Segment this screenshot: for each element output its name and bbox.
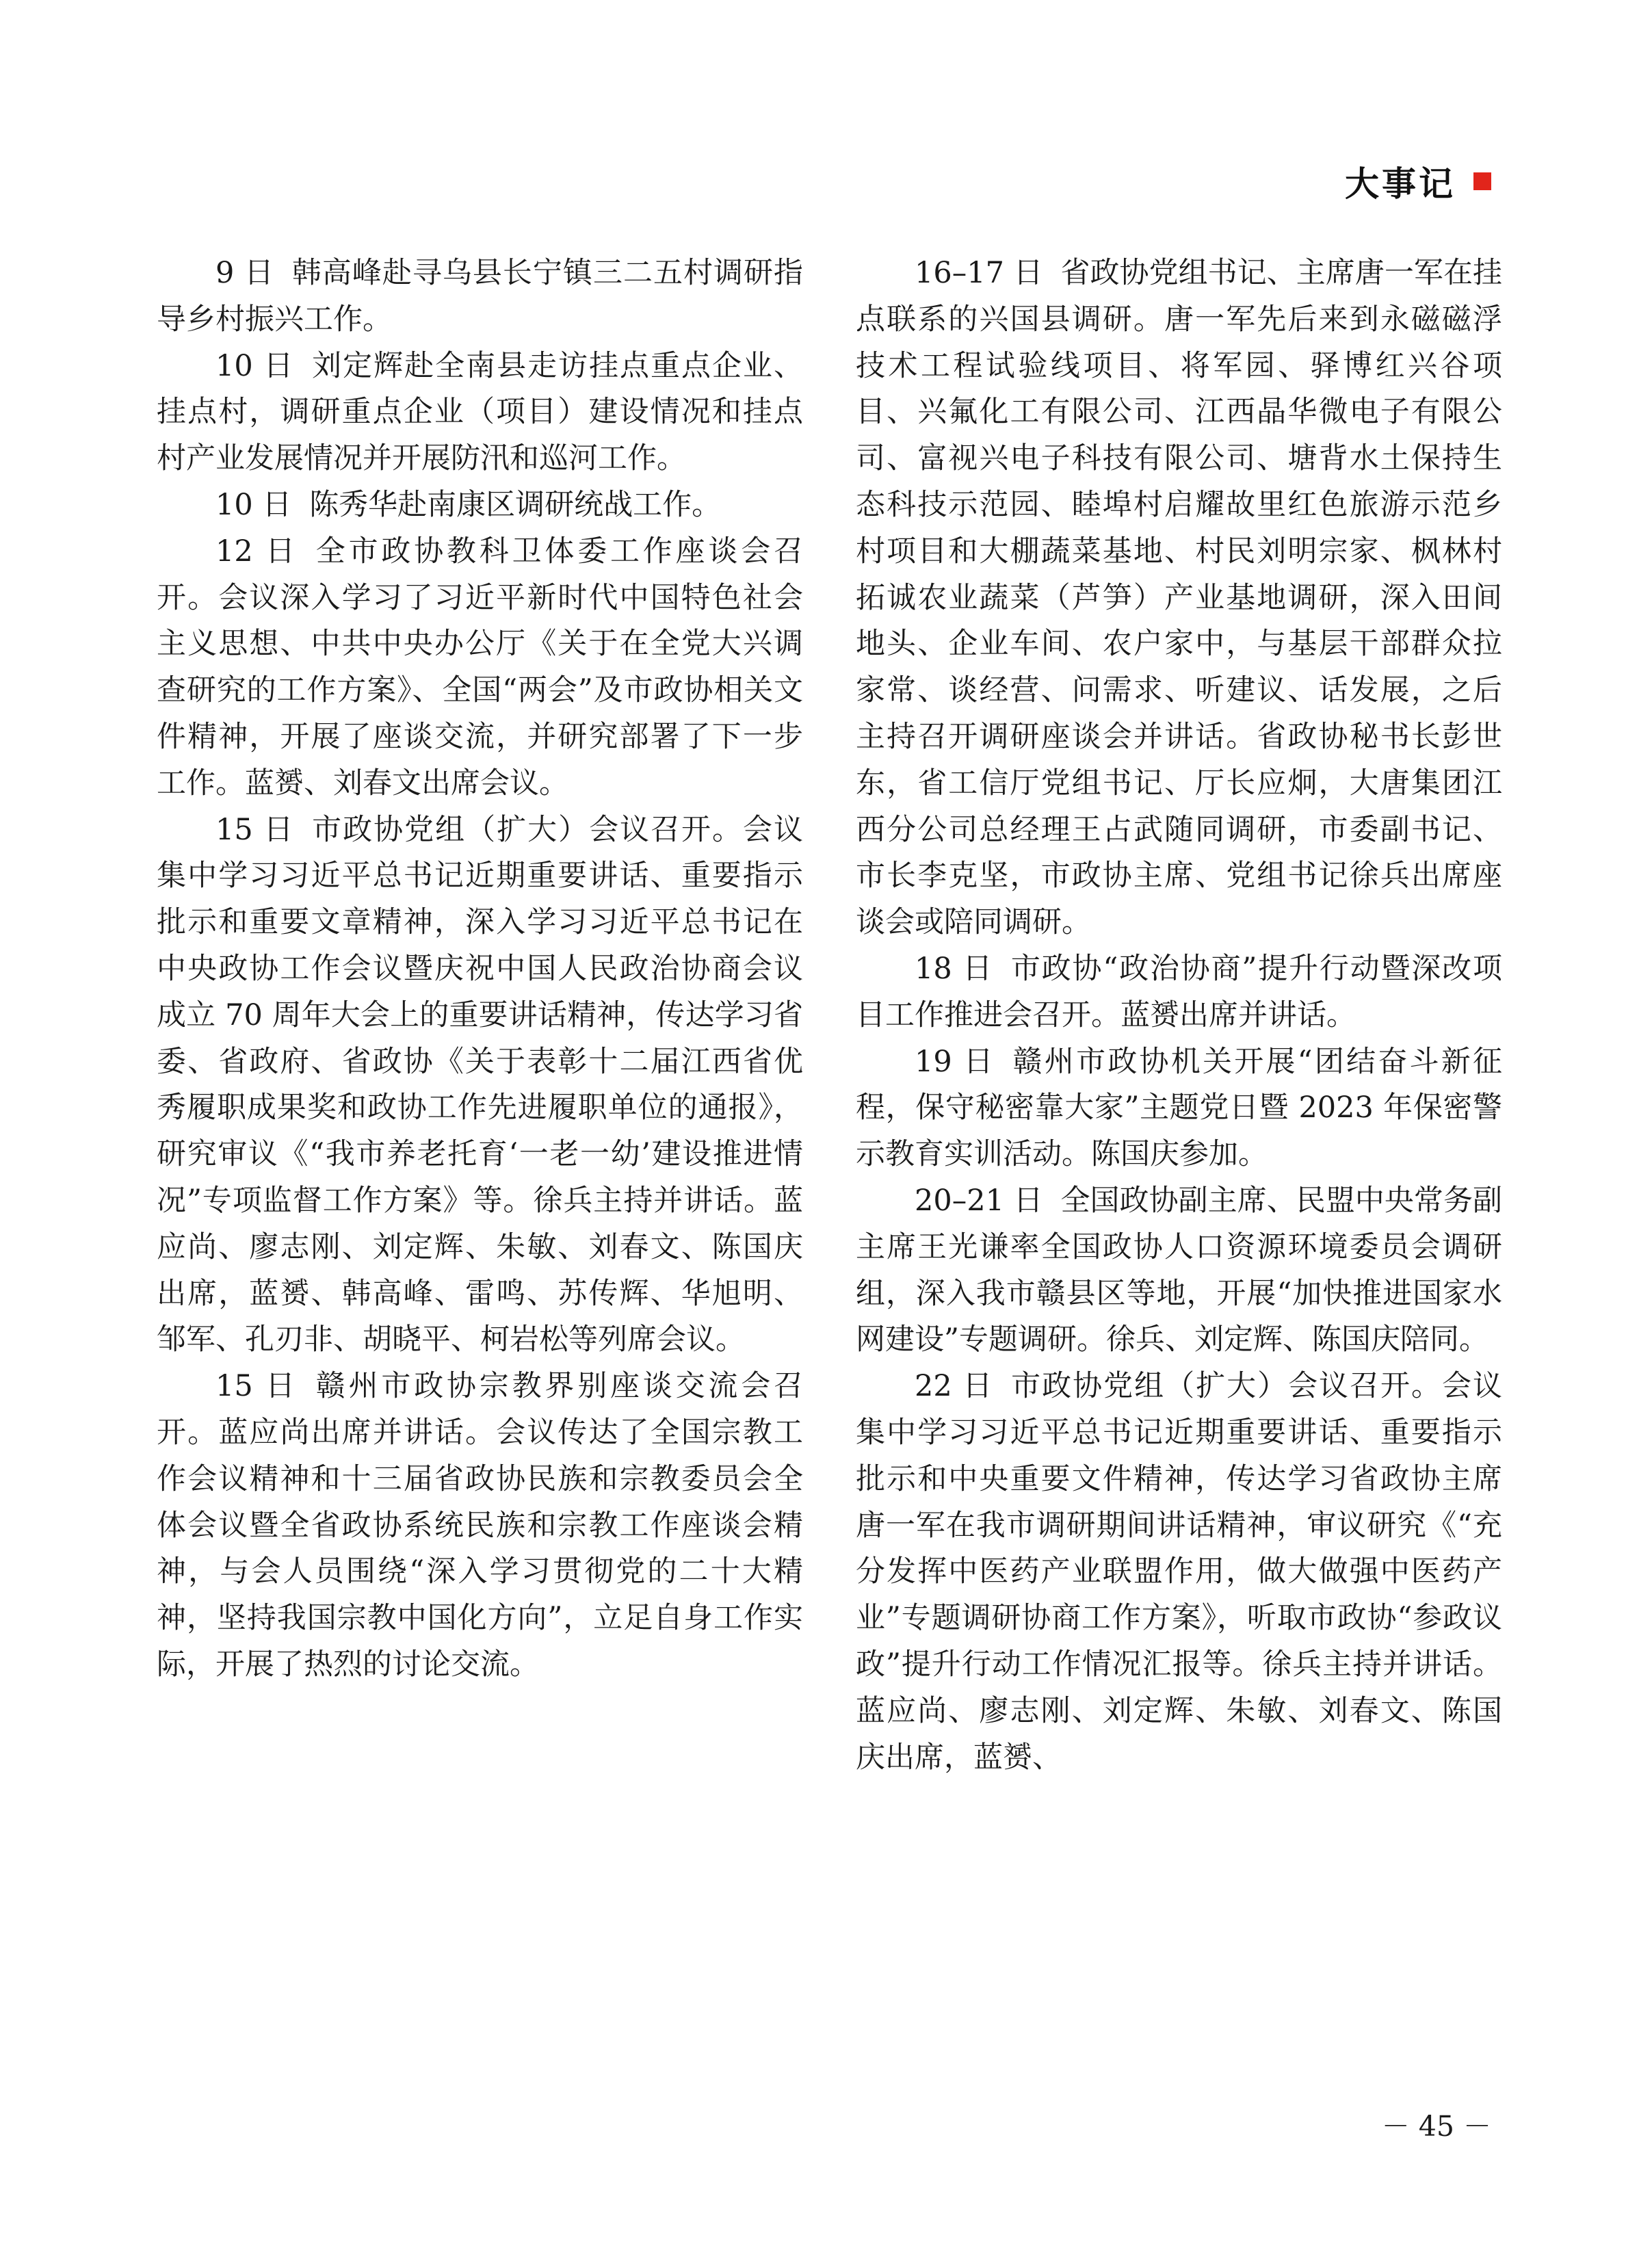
section-title: 大事记 [1345, 164, 1456, 204]
entry-text: 陈秀华赴南康区调研统战工作。 [309, 487, 722, 522]
entry-text: 省政协党组书记、主席唐一军在挂点联系的兴国县调研。唐一军先后来到永磁磁浮技术工程试验线项目、将军园、驿博红兴谷项目、兴氟化工有限公司、江西晶华微电子有限公司、富视兴电子科技有限公司、塘背水土保持生态科技示范园、睦埠村启耀故里红色旅游示范乡村项目和大棚蔬菜基地、村民刘明宗家、枫林村拓诚农业蔬菜（芦笋）产业基地调研，深入田间地头、企业车间、农户家中，与基层干部群众拉家常、谈经营、问需求、听建议、话发展，之后主持召开调研座谈会并讲话。省政协秘书长彭世东，省工信厅党组书记、厅长应炯，大唐集团江西分公司总经理王占武随同调研，市委副书记、市长李克坚，市政协主席、党组书记徐兵出席座谈会或陪同调研。 [856, 256, 1503, 940]
chronicle-entry [856, 1178, 1502, 1364]
page-number: － 45 － [1381, 2110, 1491, 2143]
entry-text: 韩高峰赴寻乌县长宁镇三二五村调研指导乡村振兴工作。 [157, 256, 803, 337]
chronicle-entry [157, 343, 803, 482]
entry-text: 市政协党组（扩大）会议召开。会议集中学习习近平总书记近期重要讲话、重要指示批示和重要文章精神，深入学习习近平总书记在中央政协工作会议暨庆祝中国人民政治协商会议成立 70 周年大会上的重要讲话精神，传达学习省委、省政府、省政协《关于表彰十二届江西省优秀履职成果奖和政协工作先进履职单位的通报》，研究审议《“我市养老托育‘一老一幼’建设推进情况”专项监督工作方案》等。徐兵主持并讲话。蓝应尚、廖志刚、刘定辉、朱敏、刘春文、陈国庆出席，蓝赟、韩高峰、雷鸣、苏传辉、华旭明、邹军、孔刃非、胡晓平、柯岩松等列席会议。 [157, 812, 804, 1357]
red-square-marker-icon [1473, 172, 1491, 190]
entry-text: 赣州市政协宗教界别座谈交流会召开。蓝应尚出席并讲话。会议传达了全国宗教工作会议精神和十三届省政协民族和宗教委员会全体会议暨全省政协系统民族和宗教工作座谈会精神，与会人员围绕“深入学习贯彻党的二十大精神，坚持我国宗教中国化方向”，立足自身工作实际，开展了热烈的讨论交流。 [157, 1369, 804, 1682]
entry-date: 15 日 [215, 812, 295, 847]
entry-date: 10 日 [215, 348, 295, 383]
chronicle-entry [157, 529, 803, 807]
entry-date: 18 日 [915, 951, 994, 986]
entry-date: 19 日 [915, 1044, 995, 1079]
chronicle-entry [856, 946, 1502, 1039]
chronicle-entry [157, 482, 803, 529]
chronicle-entry [856, 250, 1502, 946]
entry-date: 15 日 [215, 1369, 298, 1404]
chronicle-entry [856, 1039, 1502, 1178]
entry-text: 赣州市政协机关开展“团结奋斗新征程，保守秘密靠大家”主题党日暨 2023 年保密警示教育实训活动。陈国庆参加。 [856, 1044, 1503, 1172]
chronicle-entry [157, 807, 803, 1364]
chronicle-entry [157, 1364, 803, 1688]
entry-text: 全市政协教科卫体委工作座谈会召开。会议深入学习了习近平新时代中国特色社会主义思想、中共中央办公厅《关于在全党大兴调查研究的工作方案》、全国“两会”及市政协相关文件精神，开展了座谈交流，并研究部署了下一步工作。蓝赟、刘春文出席会议。 [157, 534, 804, 800]
right-column [856, 250, 1502, 1781]
entry-text: 全国政协副主席、民盟中央常务副主席王光谦率全国政协人口资源环境委员会调研组，深入我市赣县区等地，开展“加快推进国家水网建设”专题调研。徐兵、刘定辉、陈国庆陪同。 [856, 1183, 1503, 1357]
entry-date: 22 日 [915, 1369, 994, 1404]
entry-text: 市政协党组（扩大）会议召开。会议集中学习习近平总书记近期重要讲话、重要指示批示和中央重要文件精神，传达学习省政协主席唐一军在我市调研期间讲话精神，审议研究《“充分发挥中医药产业联盟作用，做大做强中医药产业”专题调研协商工作方案》，听取市政协“参政议政”提升行动工作情况汇报等。徐兵主持并讲话。蓝应尚、廖志刚、刘定辉、朱敏、刘春文、陈国庆出席，蓝赟、 [856, 1369, 1503, 1775]
chronicle-entry [856, 1364, 1502, 1781]
section-header [1345, 157, 1491, 205]
entry-text: 刘定辉赴全南县走访挂点重点企业、挂点村，调研重点企业（项目）建设情况和挂点村产业发展情况并开展防汛和巡河工作。 [157, 348, 804, 476]
chronicle-entry [157, 250, 803, 343]
left-column [157, 250, 803, 1688]
entry-date: 9 日 [215, 256, 275, 290]
entry-date: 12 日 [215, 534, 298, 569]
entry-date: 16–17 日 [915, 256, 1043, 290]
entry-text: 市政协“政治协商”提升行动暨深改项目工作推进会召开。蓝赟出席并讲话。 [856, 951, 1503, 1032]
entry-date: 20–21 日 [915, 1183, 1043, 1218]
entry-date: 10 日 [215, 487, 292, 522]
